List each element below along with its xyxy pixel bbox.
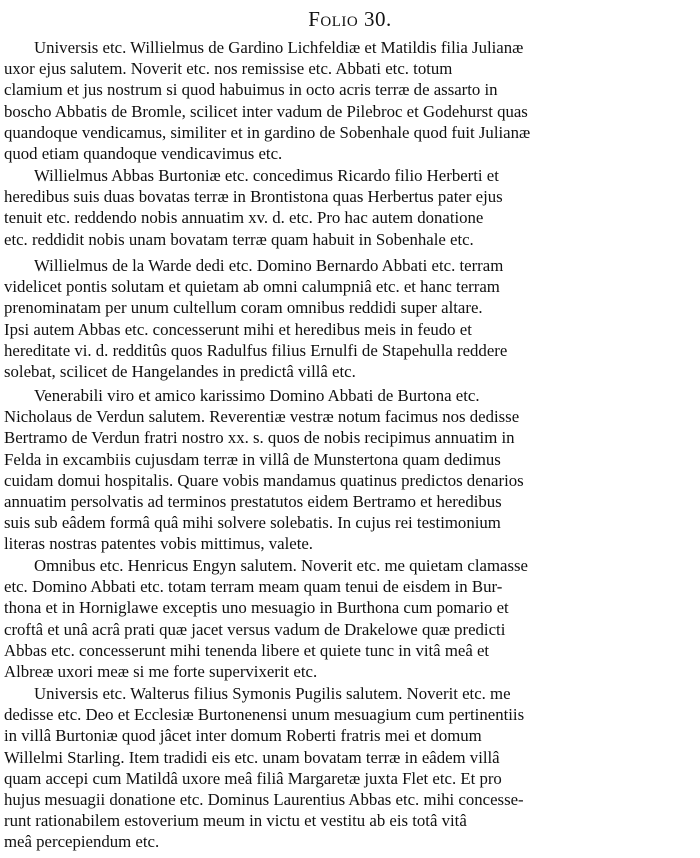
- text-line: Ipsi autem Abbas etc. concesserunt mihi et heredibus meis in feudo et: [4, 319, 472, 339]
- text-line: dedisse etc. Deo et Ecclesiæ Burtonenensi unum mesuagium cum pertinentiis: [4, 705, 525, 725]
- text-line: Albreæ uxori meæ si me forte supervixerit etc.: [4, 662, 318, 681]
- text-line: thona et in Horniglawe exceptis uno mesuagio in Burthona cum pomario et: [4, 598, 509, 618]
- text-line: quam accepi cum Matildâ uxore meâ filiâ Margaretæ juxta Flet etc. Et pro: [4, 768, 502, 788]
- text-line: uxor ejus salutem. Noverit etc. nos remissise etc. Abbati etc. totum: [4, 59, 453, 79]
- text-line: heredibus suis duas bovatas terræ in Brontistona quas Herbertus pater ejus: [4, 187, 503, 207]
- text-line: suis sub eâdem formâ quâ mihi solvere solebatis. In cujus rei testimonium: [4, 513, 501, 533]
- folio-heading: Folio 30.: [308, 7, 392, 31]
- text-line: quandoque vendicamus, similiter et in gardino de Sobenhale quod fuit Julianæ: [4, 122, 531, 142]
- paragraph-first-line: Venerabili viro et amico karissimo Domino Abbati de Burtona etc.: [34, 386, 480, 405]
- paragraph-first-line: Willielmus Abbas Burtoniæ etc. concedimus Ricardo filio Herberti et: [34, 166, 499, 185]
- paragraph-first-line: Willielmus de la Warde dedi etc. Domino Bernardo Abbati etc. terram: [34, 256, 504, 275]
- text-line: clamium et jus nostrum si quod habuimus in octo acris terræ de assarto in: [4, 80, 498, 100]
- paragraph-first-line: Universis etc. Walterus filius Symonis Pugilis salutem. Noverit etc. me: [34, 684, 511, 703]
- text-line: annuatim persolvatis ad terminos prestatutos eidem Bertramo et heredibus: [4, 492, 502, 511]
- text-line: meâ percepiendum etc.: [4, 832, 160, 852]
- text-line: prenominatam per unum cultellum coram omnibus reddidi super altare.: [4, 298, 483, 318]
- text-line: Willelmi Starling. Item tradidi eis etc. unam bovatam terræ in eâdem villâ: [4, 747, 500, 767]
- text-line: hujus mesuagii donatione etc. Dominus Laurentius Abbas etc. mihi concesse-: [4, 790, 524, 809]
- paragraph-first-line: Universis etc. Willielmus de Gardino Lichfeldiæ et Matildis filia Julianæ: [34, 38, 524, 57]
- text-line: croftâ et unâ acrâ prati quæ jacet versus vadum de Drakelowe quæ predicti: [4, 619, 506, 639]
- text-line: etc. Domino Abbati etc. totam terram meam quam tenui de eisdem in Bur-: [4, 577, 503, 597]
- text-line: tenuit etc. reddendo nobis annuatim xv. d. etc. Pro hac autem donatione: [4, 208, 484, 228]
- text-line: quod etiam quandoque vendicavimus etc.: [4, 144, 283, 163]
- text-line: etc. reddidit nobis unam bovatam terræ quam habuit in Sobenhale etc.: [4, 229, 474, 249]
- text-line: solebat, scilicet de Hangelandes in predictâ villâ etc.: [4, 362, 356, 381]
- text-line: cuidam domui hospitalis. Quare vobis mandamus quatinus predictos denarios: [4, 470, 524, 490]
- text-line: runt rationabilem estoverium meum in victu et vestitu ab eis totâ vitâ: [4, 811, 467, 831]
- paragraph-first-line: Omnibus etc. Henricus Engyn salutem. Noverit etc. me quietam clamasse: [34, 556, 528, 575]
- text-line: Nicholaus de Verdun salutem. Reverentiæ vestræ notum facimus nos dedisse: [4, 407, 520, 427]
- text-line: literas nostras patentes vobis mittimus, valete.: [4, 534, 313, 554]
- text-line: Bertramo de Verdun fratri nostro xx. s. quos de nobis recipimus annuatim in: [4, 428, 515, 448]
- text-line: Abbas etc. concesserunt mihi tenenda libere et quiete tunc in vitâ meâ et: [4, 640, 490, 660]
- text-line: videlicet pontis solutam et quietam ab omni calumpniâ etc. et hanc terram: [4, 277, 500, 297]
- text-line: hereditate vi. d. redditûs quos Radulfus filius Ernulfi de Stapehulla reddere: [4, 340, 508, 360]
- text-line: Felda in excambiis cujusdam terræ in villâ de Munstertona quam dedimus: [4, 449, 501, 469]
- text-line: boscho Abbatis de Bromle, scilicet inter vadum de Pilebroc et Godehurst quas: [4, 101, 528, 121]
- text-line: in villâ Burtoniæ quod jâcet inter domum Roberti fratris mei et domum: [4, 726, 482, 746]
